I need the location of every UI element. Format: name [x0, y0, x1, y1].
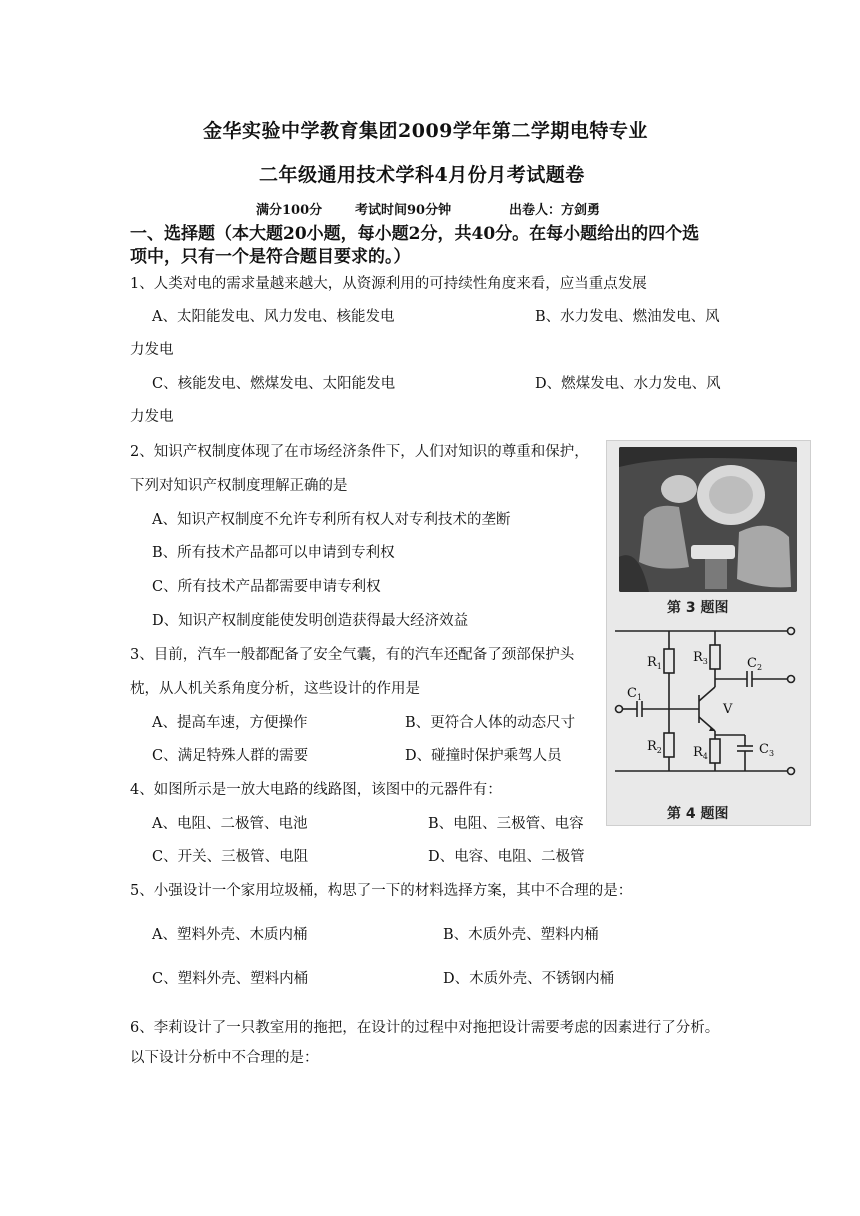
q6-stem-line1: 6、李莉设计了一只教室用的拖把，在设计的过程中对拖把设计需要考虑的因素进行了分析。 — [130, 1020, 720, 1036]
car-interior-icon — [619, 447, 797, 592]
q2-option-b: B、所有技术产品都可以申请到专利权 — [152, 545, 395, 561]
q4-stem: 4、如图所示是一放大电路的线路图，该图中的元器件有： — [130, 782, 502, 798]
q2-option-c: C、所有技术产品都需要申请专利权 — [152, 579, 381, 595]
q5-option-c: C、塑料外壳、塑料内桶 — [152, 971, 309, 987]
q5-stem: 5、小强设计一个家用垃圾桶，构思了一下的材料选择方案，其中不合理的是： — [130, 883, 633, 899]
section-heading-line2: 项中，只有一个是符合题目要求的。） — [130, 247, 411, 267]
figure3-caption: 第 3 题图 — [667, 600, 729, 616]
q5-option-b: B、木质外壳、塑料内桶 — [443, 927, 599, 943]
q1-option-d-cont: 力发电 — [130, 409, 174, 425]
car-airbag-photo — [619, 447, 797, 592]
label-r1: $R_1$ — [647, 655, 662, 671]
exam-duration: 考试时间90分钟 — [355, 203, 452, 218]
q3-option-c: C、满足特殊人群的需要 — [152, 748, 309, 764]
q1-option-a: A、太阳能发电、风力发电、核能发电 — [152, 309, 395, 325]
q2-option-d: D、知识产权制度能使发明创造获得最大经济效益 — [152, 613, 469, 629]
q2-option-a: A、知识产权制度不允许专利所有权人对专利技术的垄断 — [152, 512, 511, 528]
q4-option-b: B、电阻、三极管、电容 — [428, 816, 584, 832]
q4-option-c: C、开关、三极管、电阻 — [152, 849, 309, 865]
q4-option-d: D、电容、电阻、二极管 — [428, 849, 585, 865]
q5-option-d: D、木质外壳、不锈钢内桶 — [443, 971, 615, 987]
q5-option-a: A、塑料外壳、木质内桶 — [152, 927, 308, 943]
q1-option-b: B、水力发电、燃油发电、风 — [535, 309, 720, 325]
section-heading-line1: 一、选择题（本大题20小题，每小题2分，共40分。在每小题给出的四个选 — [130, 224, 700, 244]
q2-stem-line1: 2、知识产权制度体现了在市场经济条件下，人们对知识的尊重和保护， — [130, 444, 589, 460]
exam-author: 出卷人：方剑勇 — [509, 203, 601, 218]
label-r4: $R_4$ — [693, 745, 708, 761]
q1-option-d: D、燃煤发电、水力发电、风 — [535, 376, 721, 392]
label-r2: $R_2$ — [647, 739, 662, 755]
q1-option-c: C、核能发电、燃煤发电、太阳能发电 — [152, 376, 396, 392]
q3-stem-line1: 3、目前，汽车一般都配备了安全气囊，有的汽车还配备了颈部保护头 — [130, 647, 575, 663]
q1-option-b-cont: 力发电 — [130, 342, 174, 358]
q4-option-a: A、电阻、二极管、电池 — [152, 816, 308, 832]
exam-title-line2: 二年级通用技术学科4月份月考试题卷 — [259, 164, 585, 186]
q3-stem-line2: 枕，从人机关系角度分析，这些设计的作用是 — [130, 681, 420, 697]
q2-stem-line2: 下列对知识产权制度理解正确的是 — [130, 478, 348, 494]
label-c3: $C_3$ — [759, 742, 775, 758]
amplifier-circuit-diagram — [607, 621, 810, 831]
q1-stem: 1、人类对电的需求量越来越大，从资源利用的可持续性角度来看，应当重点发展 — [130, 276, 647, 292]
exam-title-line1: 金华实验中学教育集团2009学年第二学期电特专业 — [203, 120, 648, 142]
q3-option-d: D、碰撞时保护乘驾人员 — [405, 748, 562, 764]
figure-panel — [606, 440, 811, 826]
label-c2: $C_2$ — [747, 656, 763, 672]
q3-option-b: B、更符合人体的动态尺寸 — [405, 715, 576, 731]
exam-full-score: 满分100分 — [256, 203, 323, 218]
q3-option-a: A、提高车速，方便操作 — [152, 715, 308, 731]
label-c1: $C_1$ — [627, 686, 643, 702]
label-v: V — [723, 702, 733, 717]
figure4-caption: 第 4 题图 — [667, 806, 729, 822]
q6-stem-line2: 以下设计分析中不合理的是： — [130, 1050, 319, 1066]
label-r3: $R_3$ — [693, 650, 708, 666]
